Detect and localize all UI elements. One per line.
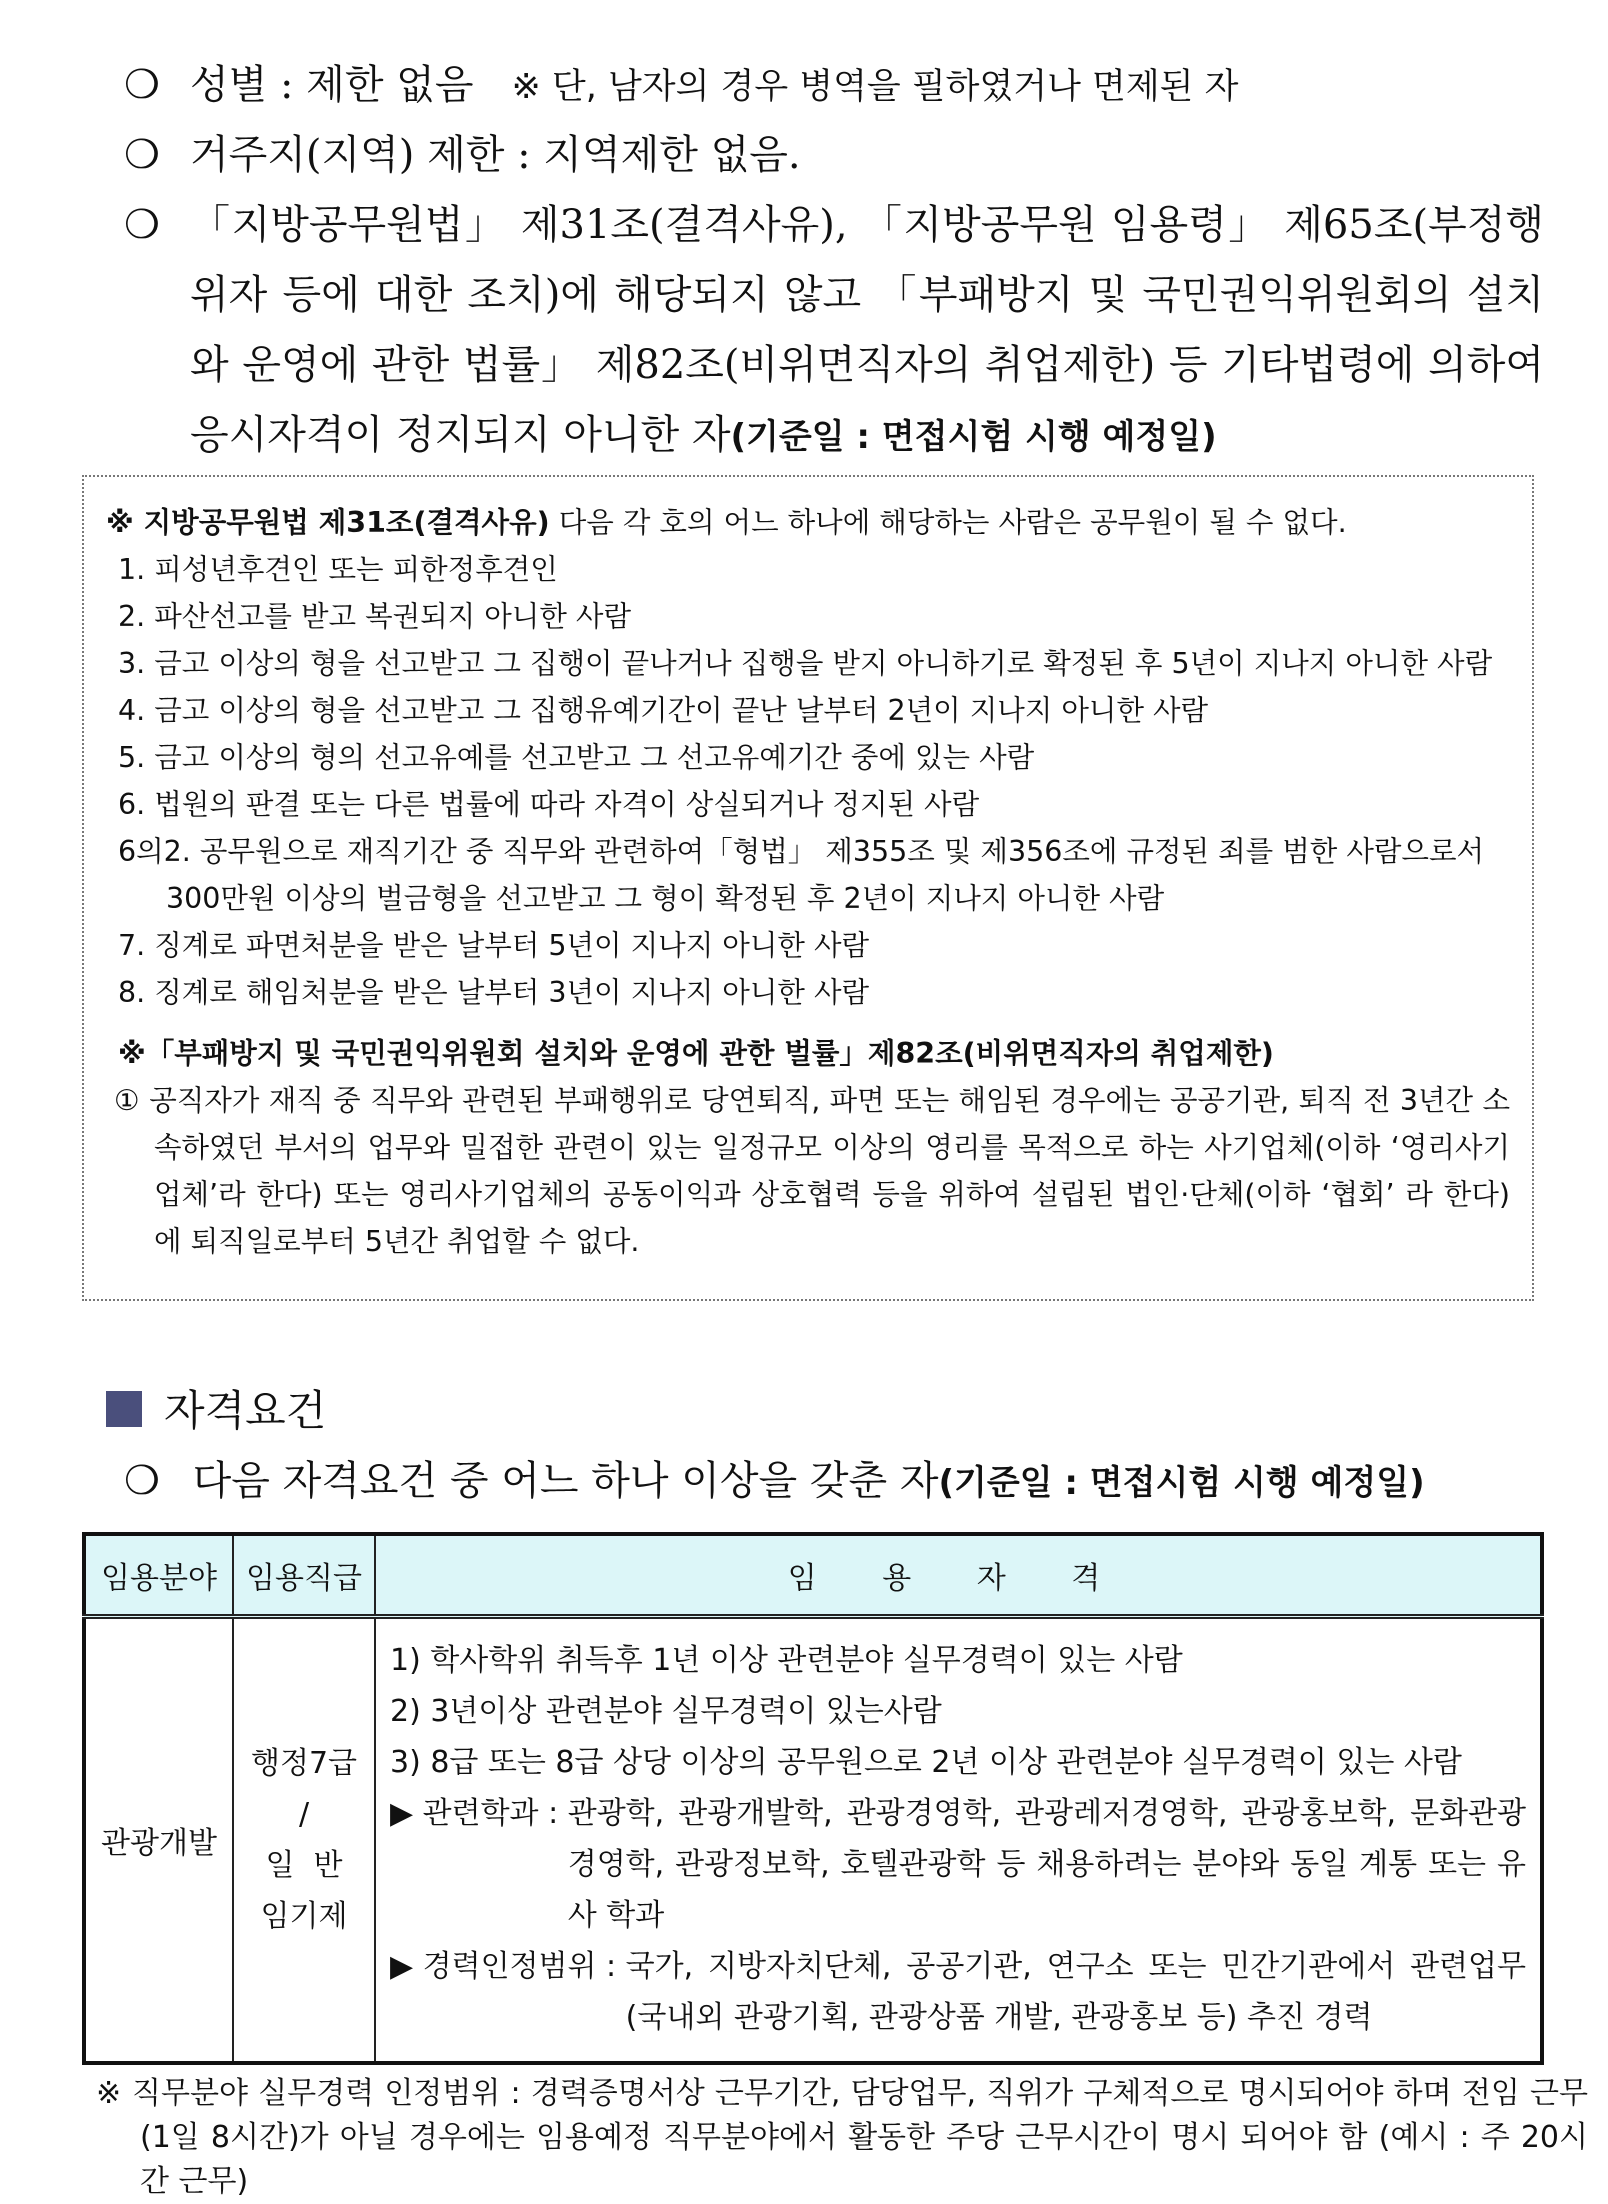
- section-title-text: 자격요건: [164, 1386, 327, 1435]
- career-scope: [390, 1941, 1526, 2043]
- qualification-item: 1) 학사학위 취득후 1년 이상 관련분야 실무경력이 있는 사람: [390, 1643, 1183, 1678]
- header-grade: 임용직급: [233, 1534, 375, 1617]
- gender-requirement: [124, 50, 1544, 122]
- header-qualification: 임 용 자 격: [375, 1534, 1542, 1617]
- career-scope-text: 국가, 지방자치단체, 공공기관, 연구소 또는 민간기관에서 관련업무 (국내외 관광기획, 관광상품 개발, 관광홍보 등) 추진 경력: [625, 1949, 1526, 2035]
- qualification-condition: [124, 1448, 1425, 1516]
- qualification-table: [82, 1532, 1544, 2065]
- career-scope-label: ▶ 경력인정범위 :: [390, 1949, 626, 1984]
- gender-requirement-note: ※ 단, 남자의 경우 병역을 필하였거나 면제된 자: [511, 67, 1239, 107]
- header-field: 임용분야: [84, 1534, 233, 1617]
- circle-bullet-icon: ❍: [124, 62, 160, 108]
- article82-title: ※「부패방지 및 국민권익위원회 설치와 운영에 관한 벌률」제82조(비위면직자의 취업제한): [118, 1037, 1274, 1070]
- grade-cell: [233, 1617, 375, 2064]
- grade-line: 일 반: [265, 1848, 343, 1883]
- article31-item-6-2-line2: 300만원 이상의 벌금형을 선고받고 그 형이 확정된 후 2년이 지나지 아니한 사람: [166, 882, 1165, 915]
- qualification-condition-text: 다음 자격요건 중 어느 하나 이상을 갖춘 자: [192, 1458, 939, 1504]
- article31-item-6-2-line1: 6의2. 공무원으로 재직기간 중 직무와 관련하여「형법」 제355조 및 제356조에 규정된 죄를 범한 사람으로서: [118, 835, 1485, 868]
- section-title: [106, 1378, 326, 1438]
- qualification-reference-date: (기준일 : 면접시험 시행 예정일): [938, 1463, 1425, 1503]
- square-bullet-icon: [106, 1391, 142, 1427]
- field-cell: 관광개발: [84, 1617, 233, 2064]
- article82-text: ① 공직자가 재직 중 직무와 관련된 부패행위로 당연퇴직, 파면 또는 해임된 경우에는 공공기관, 퇴직 전 3년간 소속하였던 부서의 업무와 밀접한 관련이 있는 일정규모 이상의 영리를 목적으로 하는 사기업체(이하 ‘영리사기업체’라 한다) 또는 영리사기업체의 공동이익과 상호협력 등을 위하여 설립된 법인·단체(이하 ‘협회’ 라 한다)에 퇴직일로부터 5년간 취업할 수 없다.: [114, 1084, 1510, 1258]
- article31-item: 3. 금고 이상의 형을 선고받고 그 집행이 끝나거나 집행을 받지 아니하기로 확정된 후 5년이 지나지 아니한 사람: [118, 647, 1493, 680]
- article31-item: 4. 금고 이상의 형을 선고받고 그 집행유예기간이 끝난 날부터 2년이 지나지 아니한 사람: [118, 694, 1209, 727]
- circle-bullet-icon: ❍: [124, 202, 160, 248]
- table-row: [84, 1617, 1542, 2064]
- related-majors: [390, 1788, 1526, 1941]
- article31-item: 2. 파산선고를 받고 복권되지 아니한 사람: [118, 600, 631, 633]
- table-header-row: [84, 1534, 1542, 1617]
- related-majors-label: ▶ 관련학과 :: [390, 1796, 568, 1831]
- article31-item: 5. 금고 이상의 형의 선고유예를 선고받고 그 선고유예기간 중에 있는 사람: [118, 741, 1035, 774]
- article31-title: ※ 지방공무원법 제31조(결격사유): [106, 506, 550, 539]
- article31-intro: 다음 각 호의 어느 하나에 해당하는 사람은 공무원이 될 수 없다.: [549, 506, 1347, 539]
- qualification-cell: [375, 1617, 1542, 2064]
- disqualification-reference-date: (기준일 : 면접시험 시행 예정일): [730, 417, 1217, 457]
- article31-item: 1. 피성년후견인 또는 피한정후견인: [118, 553, 558, 586]
- article31-item: 7. 징계로 파면처분을 받은 날부터 5년이 지나지 아니한 사람: [118, 929, 870, 962]
- residence-requirement-text: 거주지(지역) 제한 : 지역제한 없음.: [190, 132, 801, 178]
- article31-item: 8. 징계로 해임처분을 받은 날부터 3년이 지나지 아니한 사람: [118, 976, 870, 1009]
- qualification-item: 3) 8급 또는 8급 상당 이상의 공무원으로 2년 이상 관련분야 실무경력이 있는 사람: [390, 1745, 1462, 1780]
- circle-bullet-icon: ❍: [124, 132, 160, 178]
- legal-note-box: [82, 475, 1534, 1301]
- disqualification-text: 「지방공무원법」 제31조(결격사유), 「지방공무원 임용령」 제65조(부정행위자 등에 대한 조치)에 해당되지 않고 「부패방지 및 국민권익위원회의 설치와 운영에 관한 법률」 제82조(비위면직자의 취업제한) 등 기타법령에 의하여 응시자격이 정지되지 아니한 자: [190, 202, 1544, 458]
- article31-item: 6. 법원의 판결 또는 다른 법률에 따라 자격이 상실되거나 정지된 사람: [118, 788, 980, 821]
- article31-header: [106, 499, 1510, 546]
- gender-requirement-text: 성별 : 제한 없음: [190, 62, 474, 108]
- disqualification-requirement: [124, 190, 1544, 472]
- qualification-item: 2) 3년이상 관련분야 실무경력이 있는사람: [390, 1694, 942, 1729]
- residence-requirement: [124, 120, 1544, 190]
- related-majors-text: 관광학, 관광개발학, 관광경영학, 관광레저경영학, 관광홍보학, 문화관광경영학, 관광정보학, 호텔관광학 등 채용하려는 분야와 동일 계통 또는 유사 학과: [567, 1796, 1526, 1933]
- grade-line: 행정7급: [250, 1746, 358, 1781]
- grade-line: /: [298, 1797, 310, 1832]
- grade-line: 임기제: [260, 1899, 348, 1934]
- career-footnote: ※ 직무분야 실무경력 인정범위 : 경력증명서상 근무기간, 담당업무, 직위가 구체적으로 명시되어야 하며 전임 근무(1일 8시간)가 아닐 경우에는 임용예정 직무분야에서 활동한 주당 근무시간이 명시 되어야 함 (예시 : 주 20시간 근무): [96, 2076, 1588, 2199]
- circle-bullet-icon: ❍: [124, 1458, 160, 1504]
